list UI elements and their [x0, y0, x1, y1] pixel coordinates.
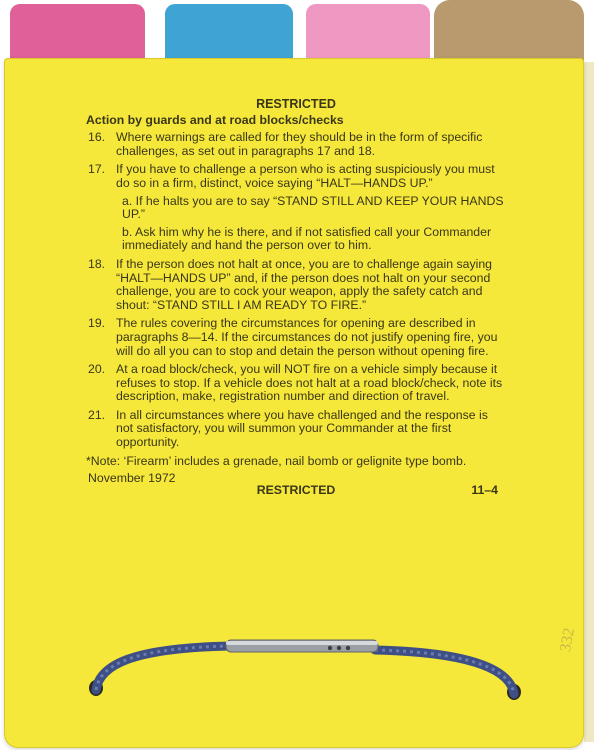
restricted-footer: RESTRICTED	[256, 483, 336, 498]
paragraph-16	[86, 131, 506, 158]
paragraph-text: If you have to challenge a person who is acting suspiciously you must do so in a firm, distinct, voice saying “HALT—HANDS UP.”	[116, 162, 495, 190]
paragraph-number: 16.	[88, 130, 106, 145]
pencil-mark-text: 332	[557, 626, 578, 654]
paragraph-text: At a road block/check, you will NOT fire on a vehicle simply because it refuses to stop. If a vehicle does not halt at a road block/check, note its description, make, registration number and direction of travel.	[116, 362, 503, 404]
document-text	[86, 97, 506, 498]
issue-date: November 1972	[88, 471, 176, 486]
cord-right	[375, 650, 514, 694]
cord-hanger[interactable]	[80, 632, 530, 712]
index-tab-blue[interactable]	[165, 4, 293, 64]
paragraph-number: 21.	[88, 407, 106, 422]
paragraph-number: 17.	[88, 162, 106, 177]
pencil-mark	[548, 610, 588, 670]
paragraph-text: Where warnings are called for they should be in the form of specific challenges, as set out in paragraphs 17 and 18.	[116, 130, 483, 158]
paragraph-20	[86, 363, 506, 404]
footnote: *Note: ‘Firearm’ includes a grenade, nail bomb or gelignite type bomb.	[86, 453, 467, 468]
index-tab-rose[interactable]	[306, 4, 430, 64]
subparagraph-b: b. Ask him why he is there, and if not satisfied call your Commander immediately and hand the person over to him.	[122, 224, 492, 253]
paragraph-18	[86, 258, 506, 312]
index-tab-pink[interactable]	[10, 4, 145, 64]
clasp-hole	[328, 646, 332, 650]
cord-left	[96, 646, 230, 690]
paragraph-number: 20.	[88, 362, 106, 377]
restricted-header: RESTRICTED	[256, 97, 336, 111]
paragraph-17	[86, 163, 506, 253]
paragraph-text: If the person does not halt at once, you are to challenge again saying “HALT—HANDS UP” and, if the person does not halt on your second challenge, you are to cock your weapon, apply the safety catch and shout: “STAND STILL I AM READY TO FIRE.”	[116, 256, 492, 312]
clasp-hole	[337, 646, 341, 650]
clasp-hole	[346, 646, 350, 650]
paragraph-19	[86, 317, 506, 358]
page-footer	[86, 471, 506, 498]
page-number: 11–4	[471, 483, 498, 498]
paragraph-number: 18.	[88, 256, 106, 271]
paragraph-text: The rules covering the circumstances for opening are described in paragraphs 8—14. If the circumstances do not justify opening fire, you will do all you can to stop and detain the person without opening fire.	[116, 316, 498, 358]
paragraph-number: 19.	[88, 316, 106, 331]
subparagraph-a: a. If he halts you are to say “STAND STILL AND KEEP YOUR HANDS UP.”	[122, 193, 504, 222]
section-subheading: Action by guards and at road blocks/checks	[86, 112, 344, 127]
paragraph-21	[86, 409, 506, 450]
clasp-highlight	[226, 641, 378, 645]
paragraph-text: In all circumstances where you have challenged and the response is not satisfactory, you will summon your Commander at the first opportunity.	[116, 407, 488, 450]
